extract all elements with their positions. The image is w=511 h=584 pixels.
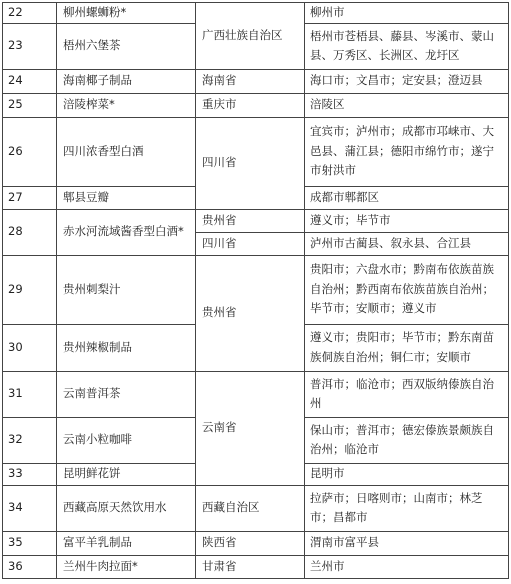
row-number: 29 <box>3 255 57 324</box>
row-number: 26 <box>3 117 57 186</box>
production-area: 柳州市 <box>305 3 509 24</box>
production-area: 成都市郫都区 <box>305 186 509 209</box>
product-name: 昆明鲜花饼 <box>57 463 196 485</box>
row-number: 24 <box>3 69 57 93</box>
production-area: 涪陵区 <box>305 93 509 117</box>
table-row <box>3 255 509 324</box>
row-number: 30 <box>3 324 57 371</box>
production-area: 普洱市；临沧市；西双版纳傣族自治州 <box>305 371 509 417</box>
row-number: 25 <box>3 93 57 117</box>
production-area: 遵义市；贵阳市；毕节市；黔东南苗族侗族自治州；铜仁市；安顺市 <box>305 324 509 371</box>
product-name: 贵州辣椒制品 <box>57 324 196 371</box>
row-number: 22 <box>3 3 57 24</box>
production-area: 昆明市 <box>305 463 509 485</box>
table-row <box>3 93 509 117</box>
row-number: 23 <box>3 23 57 69</box>
product-name: 云南普洱茶 <box>57 371 196 417</box>
product-name: 兰州牛肉拉面* <box>57 555 196 578</box>
product-name: 富平羊乳制品 <box>57 531 196 555</box>
product-name: 贵州刺梨汁 <box>57 255 196 324</box>
table-row <box>3 555 509 578</box>
table-row <box>3 117 509 186</box>
table-row <box>3 209 509 232</box>
product-name: 柳州螺蛳粉* <box>57 3 196 24</box>
product-name: 云南小粒咖啡 <box>57 417 196 463</box>
production-area: 兰州市 <box>305 555 509 578</box>
table-row <box>3 371 509 417</box>
production-area: 拉萨市；日喀则市；山南市；林芝市；昌都市 <box>305 485 509 531</box>
province-cell: 四川省 <box>196 232 305 255</box>
production-area: 遵义市；毕节市 <box>305 209 509 232</box>
production-area: 海口市；文昌市；定安县；澄迈县 <box>305 69 509 93</box>
production-area: 渭南市富平县 <box>305 531 509 555</box>
province-cell: 云南省 <box>196 371 305 485</box>
row-number: 36 <box>3 555 57 578</box>
product-name: 赤水河流域酱香型白酒* <box>57 209 196 255</box>
row-number: 31 <box>3 371 57 417</box>
products-table <box>2 2 509 579</box>
table-row <box>3 531 509 555</box>
province-cell: 贵州省 <box>196 209 305 232</box>
province-cell: 海南省 <box>196 69 305 93</box>
table-row <box>3 485 509 531</box>
production-area: 贵阳市；六盘水市；黔南布依族苗族自治州；黔西南布依族苗族自治州；毕节市；安顺市；遵义市 <box>305 255 509 324</box>
row-number: 28 <box>3 209 57 255</box>
production-area: 保山市；普洱市；德宏傣族景颇族自治州；临沧市 <box>305 417 509 463</box>
product-name: 涪陵榨菜* <box>57 93 196 117</box>
product-name: 海南椰子制品 <box>57 69 196 93</box>
table-row <box>3 69 509 93</box>
province-cell: 陕西省 <box>196 531 305 555</box>
product-name: 梧州六堡茶 <box>57 23 196 69</box>
production-area: 梧州市苍梧县、藤县、岑溪市、蒙山县、万秀区、长洲区、龙圩区 <box>305 23 509 69</box>
row-number: 34 <box>3 485 57 531</box>
production-area: 泸州市古蔺县、叙永县、合江县 <box>305 232 509 255</box>
product-name: 四川浓香型白酒 <box>57 117 196 186</box>
province-cell: 四川省 <box>196 117 305 209</box>
province-cell: 广西壮族自治区 <box>196 3 305 70</box>
province-cell: 贵州省 <box>196 255 305 371</box>
province-cell: 西藏自治区 <box>196 485 305 531</box>
row-number: 32 <box>3 417 57 463</box>
row-number: 33 <box>3 463 57 485</box>
table-row <box>3 3 509 24</box>
production-area: 宜宾市；泸州市；成都市邛崃市、大邑县、蒲江县；德阳市绵竹市；遂宁市射洪市 <box>305 117 509 186</box>
row-number: 27 <box>3 186 57 209</box>
row-number: 35 <box>3 531 57 555</box>
province-cell: 重庆市 <box>196 93 305 117</box>
province-cell: 甘肃省 <box>196 555 305 578</box>
product-name: 郫县豆瓣 <box>57 186 196 209</box>
product-name: 西藏高原天然饮用水 <box>57 485 196 531</box>
